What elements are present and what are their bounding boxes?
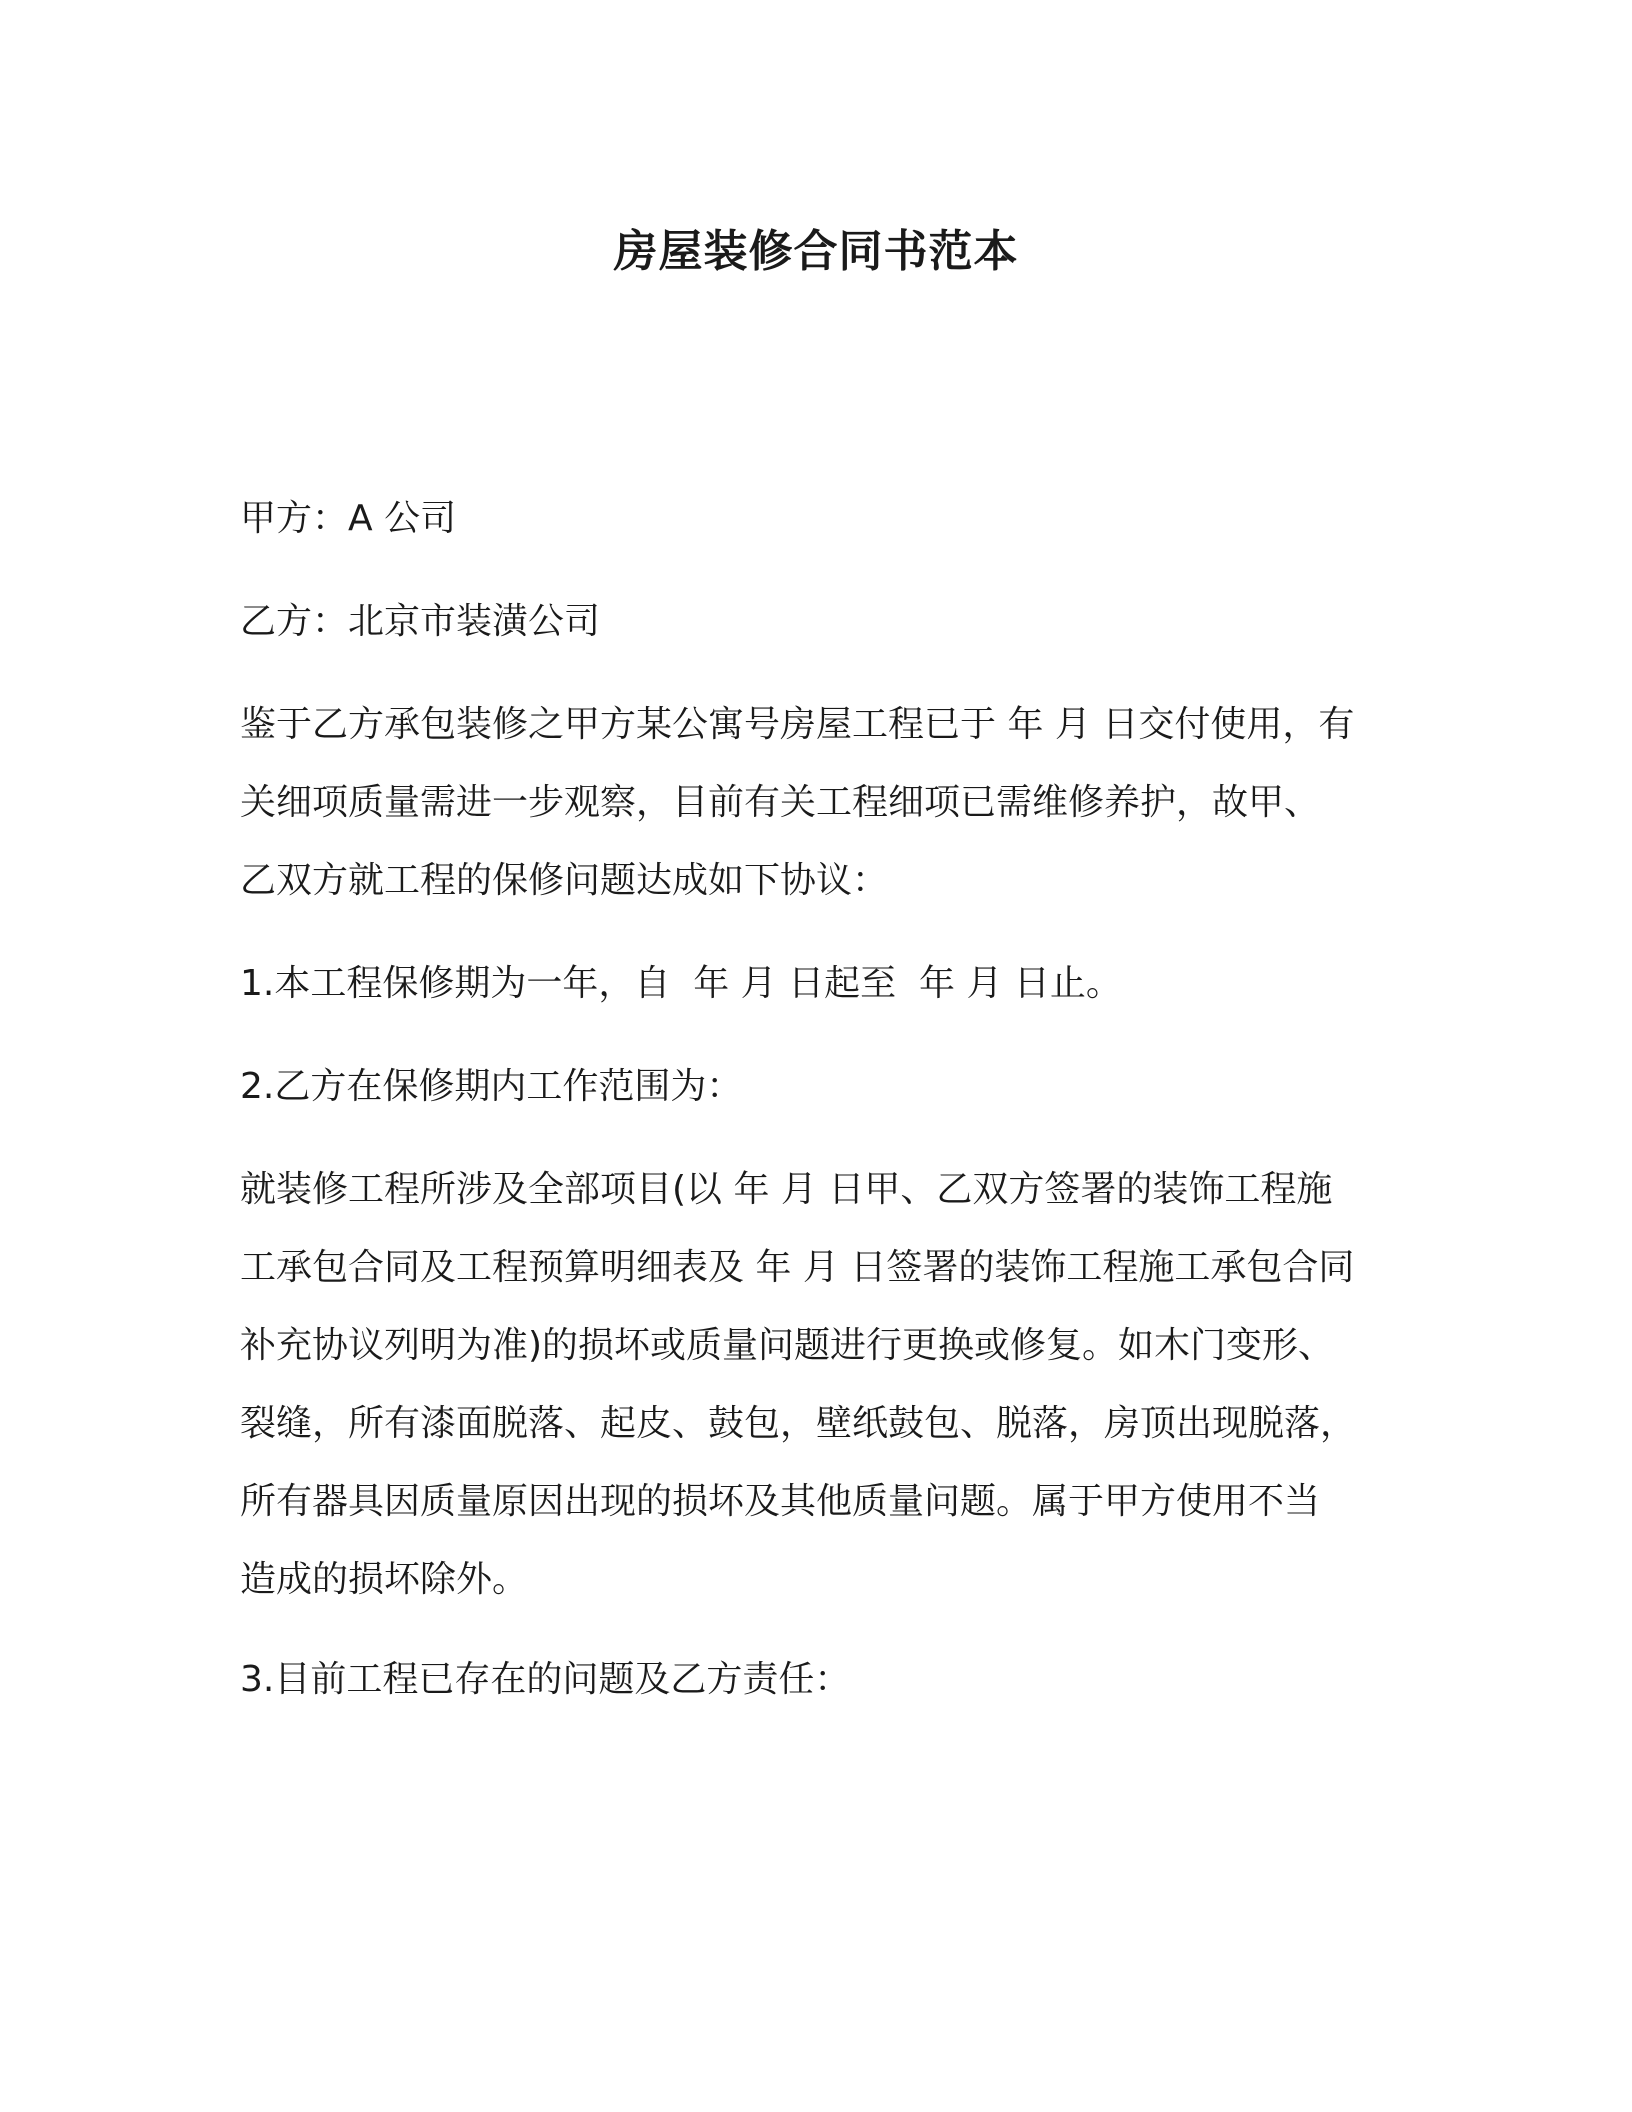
preamble-line: 乙双方就工程的保修问题达成如下协议： xyxy=(240,860,889,901)
clause-3-line: 3.目前工程已存在的问题及乙方责任： xyxy=(240,1659,851,1700)
scope-line: 裂缝，所有漆面脱落、起皮、鼓包，壁纸鼓包、脱落，房顶出现脱落， xyxy=(240,1403,1357,1444)
clause-1-line: 1.本工程保修期为一年，自 年 月 日起至 年 月 日止。 xyxy=(240,963,1122,1004)
scope-line: 补充协议列明为准)的损坏或质量问题进行更换或修复。如木门变形、 xyxy=(240,1325,1335,1366)
preamble-paragraph xyxy=(240,686,1390,920)
party-b-block xyxy=(240,583,1390,661)
scope-paragraph xyxy=(240,1151,1390,1619)
preamble-line: 关细项质量需进一步观察，目前有关工程细项已需维修养护，故甲、 xyxy=(240,782,1321,823)
clause-1-block xyxy=(240,945,1390,1023)
clause-3-block xyxy=(240,1641,1390,1719)
clause-2-line: 2.乙方在保修期内工作范围为： xyxy=(240,1066,743,1107)
party-a-block xyxy=(240,480,1390,558)
party-b-line: 乙方：北京市装潢公司 xyxy=(240,601,601,642)
clause-2-block xyxy=(240,1048,1390,1126)
preamble-line: 鉴于乙方承包装修之甲方某公寓号房屋工程已于 年 月 日交付使用，有 xyxy=(240,704,1355,745)
scope-line: 就装修工程所涉及全部项目(以 年 月 日甲、乙双方签署的装饰工程施 xyxy=(240,1169,1333,1210)
document-title: 房屋装修合同书范本 xyxy=(613,226,1019,277)
party-a-line: 甲方：A 公司 xyxy=(240,498,457,539)
scope-line: 工承包合同及工程预算明细表及 年 月 日签署的装饰工程施工承包合同 xyxy=(240,1247,1355,1288)
scope-line: 造成的损坏除外。 xyxy=(240,1559,529,1600)
scope-line: 所有器具因质量原因出现的损坏及其他质量问题。属于甲方使用不当 xyxy=(240,1481,1321,1522)
